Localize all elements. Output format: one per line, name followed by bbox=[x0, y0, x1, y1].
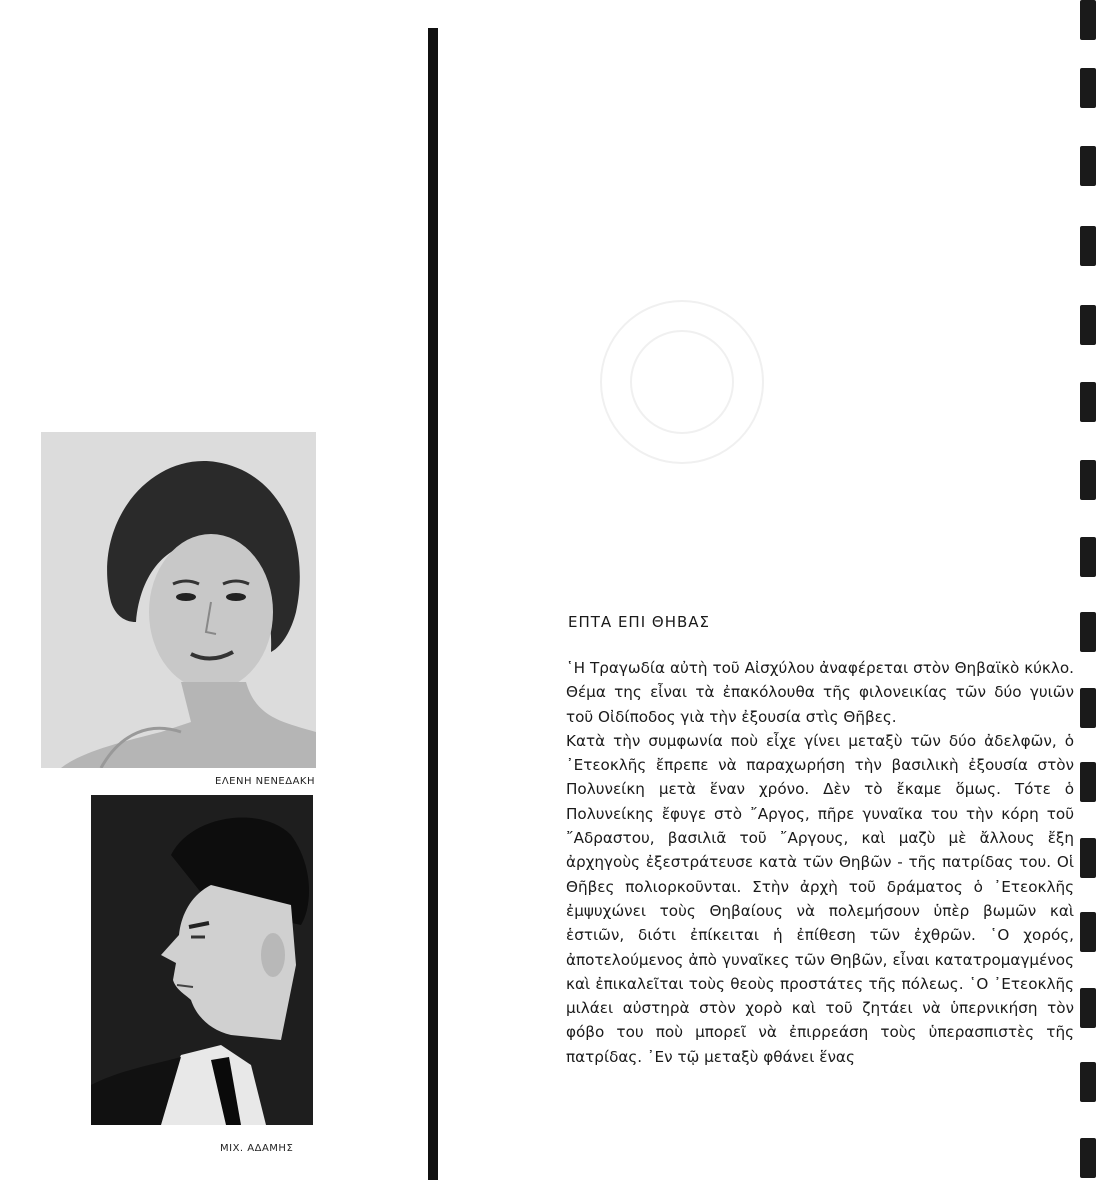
binding-ring bbox=[1080, 226, 1096, 266]
binding-ring bbox=[1080, 68, 1096, 108]
binding-ring bbox=[1080, 1138, 1096, 1178]
photo-caption: ΜΙΧ. ΑΔΑΜΗΣ bbox=[220, 1143, 294, 1154]
binding-ring bbox=[1080, 146, 1096, 186]
actress-portrait-photo bbox=[41, 432, 316, 768]
binding-ring bbox=[1080, 537, 1096, 577]
binding-ring bbox=[1080, 460, 1096, 500]
portrait-woman-illustration bbox=[41, 432, 316, 768]
binding-ring bbox=[1080, 612, 1096, 652]
binding-ring bbox=[1080, 762, 1096, 802]
photo-caption: ΕΛΕΝΗ ΝΕΝΕΔΑΚΗ bbox=[215, 776, 316, 787]
actor-portrait-photo bbox=[91, 795, 313, 1125]
article-paragraph: ῾Η Τραγωδία αὐτὴ τοῦ Αἰσχύλου ἀναφέρεται στὸν Θηβαϊκὸ κύκλο. Θέμα της εἶναι τὰ ἐπακόλουθα τῆς φιλονεικίας τῶν δύο γυιῶν τοῦ Οἰδίποδος γιὰ τὴν ἐξουσία στὶς Θῆβες. bbox=[566, 659, 1074, 726]
bleed-through-mark bbox=[630, 330, 734, 434]
page-divider-rule bbox=[428, 28, 438, 1180]
article-body bbox=[566, 656, 1074, 1069]
portrait-man-illustration bbox=[91, 795, 313, 1125]
binding-ring bbox=[1080, 912, 1096, 952]
article-paragraph: Κατὰ τὴν συμφωνία ποὺ εἶχε γίνει μεταξὺ τῶν δύο ἀδελφῶν, ὁ ᾿Ετεοκλῆς ἔπρεπε νὰ παραχωρήση τὴν βασιλικὴ ἐξουσία στὸν Πολυνείκη μετὰ ἕναν χρόνο. Δὲν τὸ ἔκαμε ὅμως. Τότε ὁ Πολυνείκης ἔφυγε στὸ ῎Αργος, πῆρε γυναῖκα του τὴν κόρη τοῦ ῎Αδραστου, βασιλιᾶ τοῦ ῎Αργους, καὶ μαζὺ μὲ ἄλλους ἔξη ἀρχηγοὺς ἐξεστράτευσε κατὰ τῶν Θηβῶν - τῆς πατρίδας του. Οἱ Θῆβες πολιορκοῦνται. Στὴν ἀρχὴ τοῦ δράματος ὁ ᾿Ετεοκλῆς ἐμψυχώνει τοὺς Θηβαίους νὰ πολεμήσουν ὑπὲρ βωμῶν καὶ ἑστιῶν, διότι ἐπίκειται ἡ ἐπίθεση τῶν ἐχθρῶν. ῾Ο χορός, ἀποτελούμενος ἀπὸ γυναῖκες τῶν Θηβῶν, εἶναι κατατρομαγμένος καὶ ἐπικαλεῖται τοὺς θεοὺς προστάτες τῆς πόλεως. ῾Ο ᾿Ετεοκλῆς μιλάει αὐστηρὰ στὸν χορὸ καὶ τοῦ ζητάει νὰ ὑπερνικήση τὸν φόβο του ποὺ μπορεῖ νὰ ἐπιρρεάση τοὺς ὑπερασπιστὲς τῆς πατρίδας. ᾿Εν τῷ μεταξὺ φθάνει ἕνας bbox=[566, 731, 1074, 1066]
binding-ring bbox=[1080, 382, 1096, 422]
binding-ring bbox=[1080, 0, 1096, 40]
binding-ring bbox=[1080, 305, 1096, 345]
binding-ring bbox=[1080, 688, 1096, 728]
binding-ring bbox=[1080, 838, 1096, 878]
spiral-binding bbox=[1078, 0, 1098, 1200]
binding-ring bbox=[1080, 988, 1096, 1028]
binding-ring bbox=[1080, 1062, 1096, 1102]
article-title: ΕΠΤΑ ΕΠΙ ΘΗΒΑΣ bbox=[568, 613, 711, 631]
